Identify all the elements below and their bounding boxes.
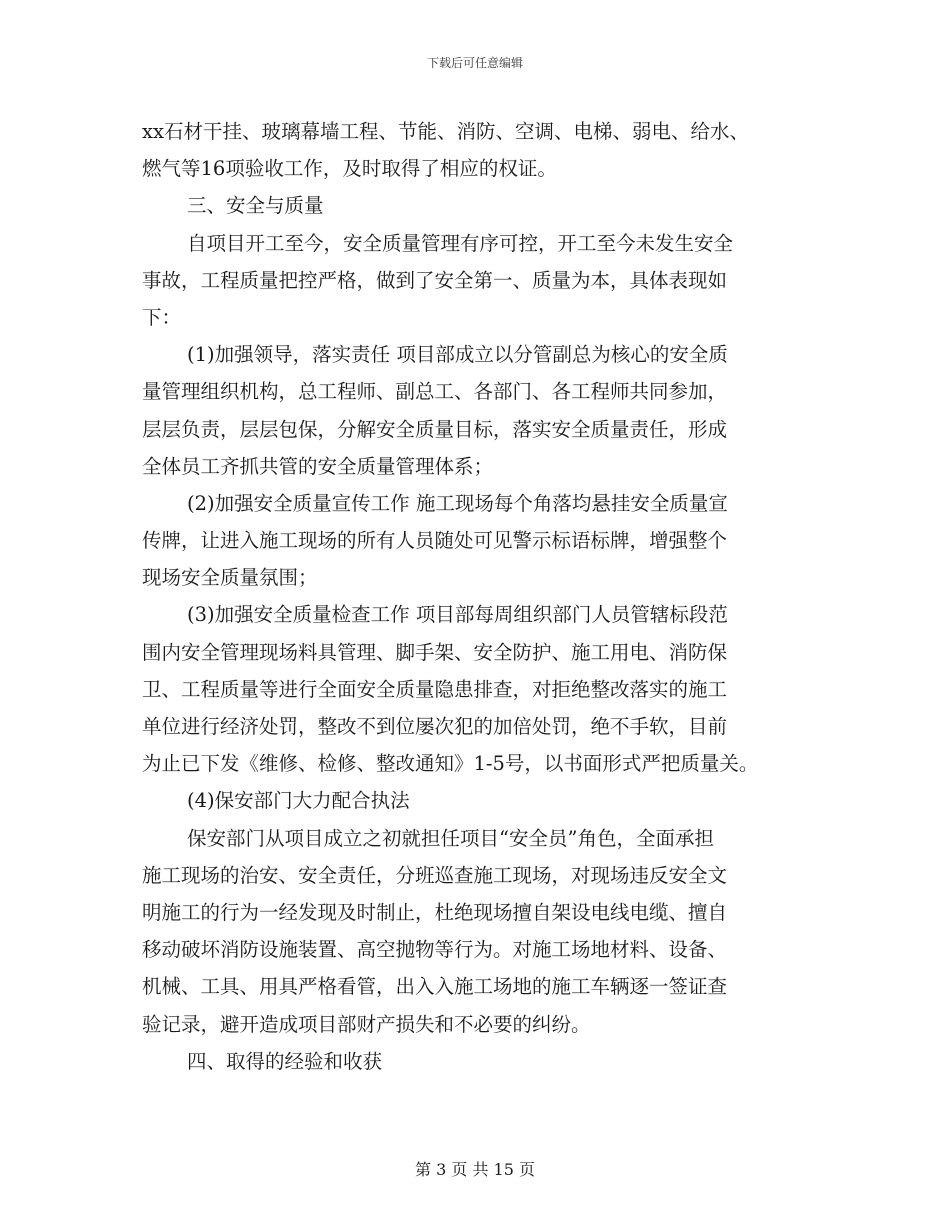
section-heading: 四、取得的经验和收获 bbox=[187, 1049, 383, 1073]
text-line: (3)加强安全质量检查工作 项目部每周组织部门人员管辖标段范 bbox=[187, 603, 728, 627]
text-line: 明施工的行为一经发现及时制止，杜绝现场擅自架设电线电缆、擅自 bbox=[142, 900, 728, 924]
text-line: 层层负责，层层包保，分解安全质量目标，落实安全质量责任，形成 bbox=[142, 417, 728, 441]
text-line: 围内安全管理现场料具管理、脚手架、安全防护、施工用电、消防保 bbox=[142, 640, 728, 664]
text-line: 为止已下发《维修、检修、整改通知》1-5号，以书面形式严把质量关。 bbox=[142, 752, 759, 776]
text-line: 保安部门从项目成立之初就担任项目“安全员”角色，全面承担 bbox=[187, 826, 714, 850]
text-line: 现场安全质量氛围； bbox=[142, 566, 318, 590]
text-line: 施工现场的治安、安全责任，分班巡查施工现场，对现场违反安全文 bbox=[142, 863, 728, 887]
text-line: 移动破坏消防设施装置、高空抛物等行为。对施工场地材料、设备、 bbox=[142, 938, 728, 962]
text-line: 下： bbox=[142, 305, 182, 329]
text-line: 事故，工程质量把控严格，做到了安全第一、质量为本，具体表现如 bbox=[142, 268, 728, 292]
text-line: (1)加强领导，落实责任 项目部成立以分管副总为核心的安全质 bbox=[187, 343, 728, 367]
text-line: 单位进行经济处罚，整改不到位屡次犯的加倍处罚，绝不手软，目前 bbox=[142, 715, 728, 738]
text-line: 量管理组织机构，总工程师、副总工、各部门、各工程师共同参加， bbox=[142, 380, 728, 404]
document-body bbox=[142, 113, 822, 1080]
text-line: (2)加强安全质量宣传工作 施工现场每个角落均悬挂安全质量宣 bbox=[187, 491, 728, 515]
page-footer: 第 3 页 共 15 页 bbox=[415, 1160, 535, 1179]
text-line: xx石材干挂、玻璃幕墙工程、节能、消防、空调、电梯、弱电、给水、 bbox=[142, 120, 749, 143]
text-line: 自项目开工至今，安全质量管理有序可控，开工至今未发生安全 bbox=[187, 231, 734, 255]
text-line: (4)保安部门大力配合执法 bbox=[187, 789, 410, 813]
section-heading: 三、安全与质量 bbox=[187, 194, 324, 218]
page-header: 下载后可任意编辑 bbox=[426, 56, 523, 70]
text-line: 传牌，让进入施工现场的所有人员随处可见警示标语标牌，增强整个 bbox=[142, 529, 728, 553]
text-line: 全体员工齐抓共管的安全质量管理体系； bbox=[142, 454, 494, 478]
text-line: 燃气等16项验收工作，及时取得了相应的权证。 bbox=[142, 157, 557, 181]
text-line: 卫、工程质量等进行全面安全质量隐患排查，对拒绝整改落实的施工 bbox=[142, 677, 728, 701]
text-line: 验记录，避开造成项目部财产损失和不必要的纠纷。 bbox=[142, 1012, 591, 1036]
text-line: 机械、工具、用具严格看管，出入入施工场地的施工车辆逐一签证查 bbox=[142, 975, 728, 999]
